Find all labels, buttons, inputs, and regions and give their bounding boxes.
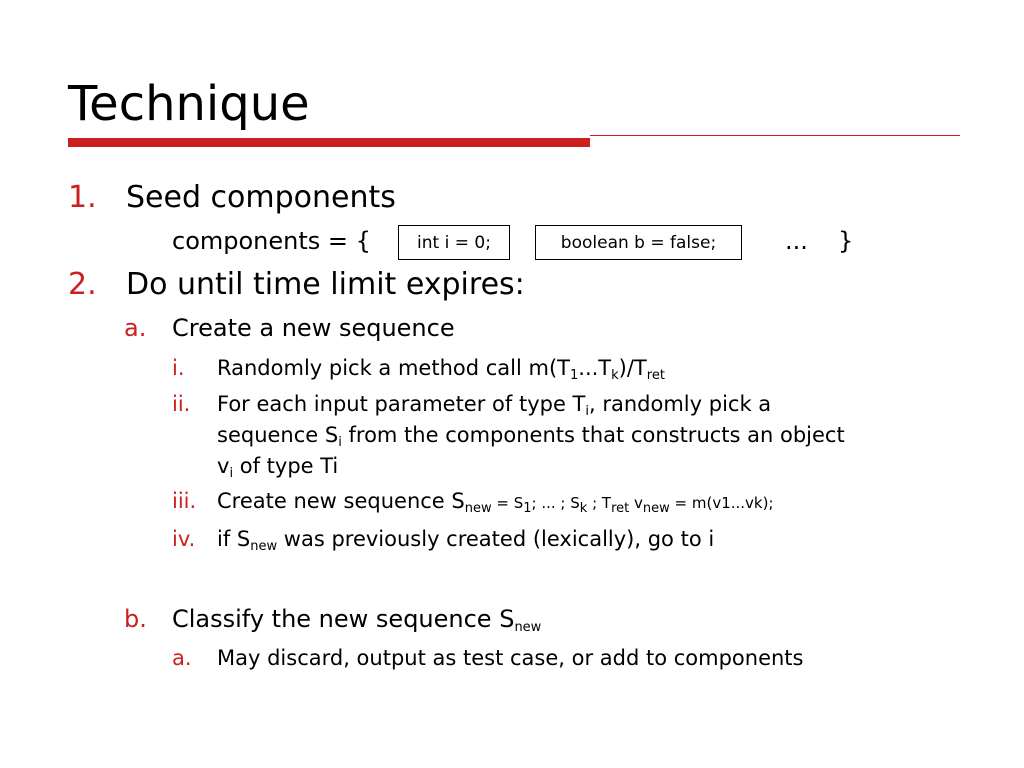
item-2b-number: b. [124, 605, 147, 633]
item-2a-iii-text: Create new sequence $S_{new} = S_1$; ... ; $S_k$ ; $T_{ret}$ $v_{new} = m(v1...vk)$; [217, 489, 774, 516]
components-prefix: components = { [172, 227, 371, 255]
item-2a-iv-number: iv. [172, 527, 196, 551]
code-box-boolean-text: boolean b = false; [560, 232, 717, 253]
code-box-int-text: int i = 0; [417, 232, 491, 253]
item-2a-iii-number: iii. [172, 489, 197, 513]
item-2-number: 2. [68, 267, 97, 302]
item-2a-ii-number: ii. [172, 392, 191, 416]
close-brace: } [838, 227, 854, 255]
item-2b-a-text: May discard, output as test case, or add to components [217, 646, 804, 670]
ellipsis: ... [785, 227, 808, 255]
item-1-number: 1. [68, 180, 97, 215]
code-box-boolean [535, 225, 742, 260]
item-1-label: Seed components [126, 180, 396, 215]
item-2b-label: Classify the new sequence $S_{new}$ [172, 605, 542, 635]
item-2a-ii-line-2: sequence $S_i$ from the components that constructs an object [217, 423, 845, 450]
item-2-label: Do until time limit expires: [126, 267, 525, 302]
item-2a-ii-line-3: $v_i$ of type Ti [217, 454, 339, 481]
item-2a-i-text: Randomly pick a method call $m(T_1...T_k)/T_{ret}$ [217, 356, 665, 383]
item-2b-a-number: a. [172, 646, 192, 670]
item-2a-ii-line-1: For each input parameter of type $T_i$, randomly pick a [217, 392, 772, 419]
slide-title: Technique [68, 76, 310, 132]
title-underline-thick [68, 138, 590, 147]
item-2a-iv-text: if $S_{new}$ was previously created (lexically), go to i [217, 527, 715, 554]
item-2a-number: a. [124, 314, 147, 342]
item-2a-i-number: i. [172, 356, 185, 380]
item-2a-label: Create a new sequence [172, 314, 455, 342]
code-box-int [398, 225, 510, 260]
title-underline-thin [590, 135, 960, 136]
